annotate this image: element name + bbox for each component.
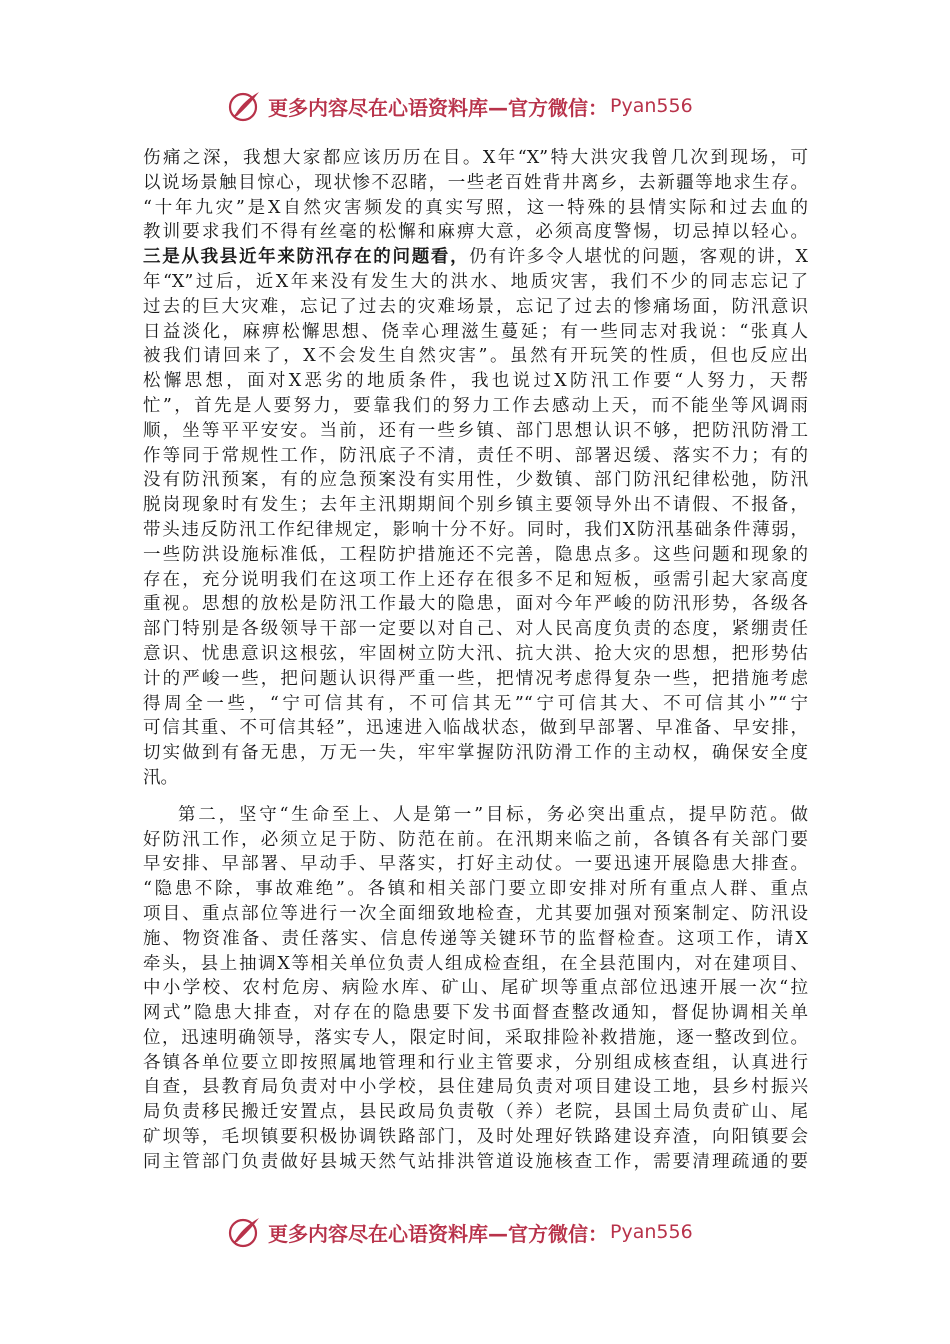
text-line: 矿坝等，毛坝镇要积极协调铁路部门，及时处理好铁路建设弃渣，向阳镇要会 bbox=[143, 1127, 808, 1148]
footer-watermark bbox=[226, 1212, 746, 1252]
watermark-text: 更多内容尽在心语资料库—官方微信： bbox=[268, 1221, 608, 1246]
text-line: 好防汛工作，必须立足于防、防范在前。在汛期来临之前，各镇各有关部门要 bbox=[143, 829, 808, 850]
text-run: 仍有许多令人堪忧的问题，客观的讲，X bbox=[469, 247, 808, 268]
watermark-wechat-id: Pyan556 bbox=[610, 1221, 693, 1243]
text-line: 过去的巨大灾难，忘记了过去的灾难场景，忘记了过去的惨痛场面，防汛意识 bbox=[143, 296, 808, 317]
text-line: 脱岗现象时有发生；去年主汛期期间个别乡镇主要领导外出不请假、不报备， bbox=[143, 495, 808, 516]
text-line: 松懈思想，面对X恶劣的地质条件，我也说过X防汛工作要“人努力，天帮 bbox=[143, 371, 808, 392]
quill-logo-icon bbox=[226, 88, 262, 124]
quill-logo-icon bbox=[226, 1214, 262, 1250]
text-line: 施、物资准备、责任落实、信息传递等关键环节的监督检查。这项工作，请X bbox=[143, 928, 808, 949]
text-line: 作等同于常规性工作，防汛底子不清，责任不明、部署迟缓、落实不力；有的 bbox=[143, 445, 808, 466]
text-line: 局负责移民搬迁安置点，县民政局负责敬（养）老院，县国土局负责矿山、尾 bbox=[143, 1102, 808, 1123]
document-body bbox=[143, 146, 808, 1175]
text-line: 部门特别是各级领导干部一定要以对自己、对人民高度负责的态度，紧绷责任 bbox=[143, 619, 808, 640]
paragraph-gap bbox=[143, 791, 808, 803]
text-line: 教训要求我们不得有丝毫的松懈和麻痹大意，必须高度警惕，切忌掉以轻心。 bbox=[143, 222, 808, 243]
text-line: 没有防汛预案，有的应急预案没有实用性，少数镇、部门防汛纪律松弛，防汛 bbox=[143, 470, 808, 491]
text-line: 被我们请回来了，X不会发生自然灾害”。虽然有开玩笑的性质，但也反应出 bbox=[143, 346, 808, 367]
text-line: 一些防洪设施标准低，工程防护措施还不完善，隐患点多。这些问题和现象的 bbox=[143, 544, 808, 565]
text-line: 忙”，首先是人要努力，要靠我们的努力工作去感动上天，而不能坐等风调雨 bbox=[143, 395, 808, 416]
text-line: 伤痛之深，我想大家都应该历历在目。X年“X”特大洪灾我曾几次到现场，可 bbox=[143, 148, 808, 168]
text-line: 年“X”过后，近X年来没有发生大的洪水、地质灾害，我们不少的同志忘记了 bbox=[143, 271, 808, 292]
text-line: “隐患不除，事故难绝”。各镇和相关部门要立即安排对所有重点人群、重点 bbox=[143, 879, 808, 900]
text-line: 重视。思想的放松是防汛工作最大的隐患，面对今年严峻的防汛形势，各级各 bbox=[143, 594, 808, 615]
text-line: 计的严峻一些，把问题认识得严重一些，把情况考虑得复杂一些，把措施考虑 bbox=[143, 668, 808, 689]
watermark-wechat-id: Pyan556 bbox=[610, 95, 693, 117]
text-line: 同主管部门负责做好县城天然气站排洪管道设施核查工作，需要清理疏通的要 bbox=[143, 1151, 808, 1172]
text-line: 项目、重点部位等进行一次全面细致地检查，尤其要加强对预案制定、防汛设 bbox=[143, 903, 808, 924]
text-line: 顺，坐等平平安安。当前，还有一些乡镇、部门思想认识不够，把防汛防滑工 bbox=[143, 420, 808, 441]
text-line: 网式”隐患大排查，对存在的隐患要下发书面督查整改通知，督促协调相关单 bbox=[143, 1003, 808, 1024]
text-line bbox=[143, 245, 808, 270]
paragraph-2 bbox=[143, 245, 808, 791]
text-line: 存在，充分说明我们在这项工作上还存在很多不足和短板，亟需引起大家高度 bbox=[143, 569, 808, 590]
text-line: 第二，坚守“生命至上、人是第一”目标，务必突出重点，提早防范。做 bbox=[178, 804, 808, 825]
text-line: 各镇各单位要立即按照属地管理和行业主管要求，分别组成核查组，认真进行 bbox=[143, 1052, 808, 1073]
text-line: 日益淡化，麻痹松懈思想、侥幸心理滋生蔓延；有一些同志对我说：“张真人 bbox=[143, 321, 808, 342]
text-line: 早安排、早部署、早动手、早落实，打好主动仗。一要迅速开展隐患大排查。 bbox=[143, 854, 808, 875]
text-line: 切实做到有备无患，万无一失，牢牢掌握防汛防滑工作的主动权，确保安全度 bbox=[143, 743, 808, 764]
text-line: 中小学校、农村危房、病险水库、矿山、尾矿坝等重点部位迅速开展一次“拉 bbox=[143, 978, 808, 999]
bold-lead: 三是从我县近年来防汛存在的问题看， bbox=[143, 247, 470, 268]
text-line: 以说场景触目惊心，现状惨不忍睹，一些老百姓背井离乡，去新疆等地求生存。 bbox=[143, 172, 808, 193]
text-line: 汛。 bbox=[143, 767, 178, 788]
text-line: “十年九灾”是X自然灾害频发的真实写照，这一特殊的县情实际和过去血的 bbox=[143, 197, 808, 218]
text-line: 意识、忧患意识这根弦，牢固树立防大汛、抗大洪、抢大灾的思想，把形势估 bbox=[143, 643, 808, 664]
paragraph-3 bbox=[143, 803, 808, 1175]
text-line: 带头违反防汛工作纪律规定，影响十分不好。同时，我们X防汛基础条件薄弱， bbox=[143, 519, 808, 540]
text-line: 得周全一些，“宁可信其有，不可信其无”“宁可信其大、不可信其小”“宁 bbox=[143, 693, 808, 714]
paragraph-1 bbox=[143, 146, 808, 245]
watermark-text: 更多内容尽在心语资料库—官方微信： bbox=[268, 95, 608, 120]
header-watermark bbox=[226, 86, 746, 126]
text-line: 可信其重、不可信其轻”，迅速进入临战状态，做到早部署、早准备、早安排， bbox=[143, 718, 808, 739]
text-line: 位，迅速明确领导，落实专人，限定时间，采取排险补救措施，逐一整改到位。 bbox=[143, 1027, 808, 1048]
text-line: 牵头，县上抽调X等相关单位负责人组成检查组，在全县范围内，对在建项目、 bbox=[143, 953, 808, 974]
text-line: 自查，县教育局负责对中小学校，县住建局负责对项目建设工地，县乡村振兴 bbox=[143, 1077, 808, 1098]
